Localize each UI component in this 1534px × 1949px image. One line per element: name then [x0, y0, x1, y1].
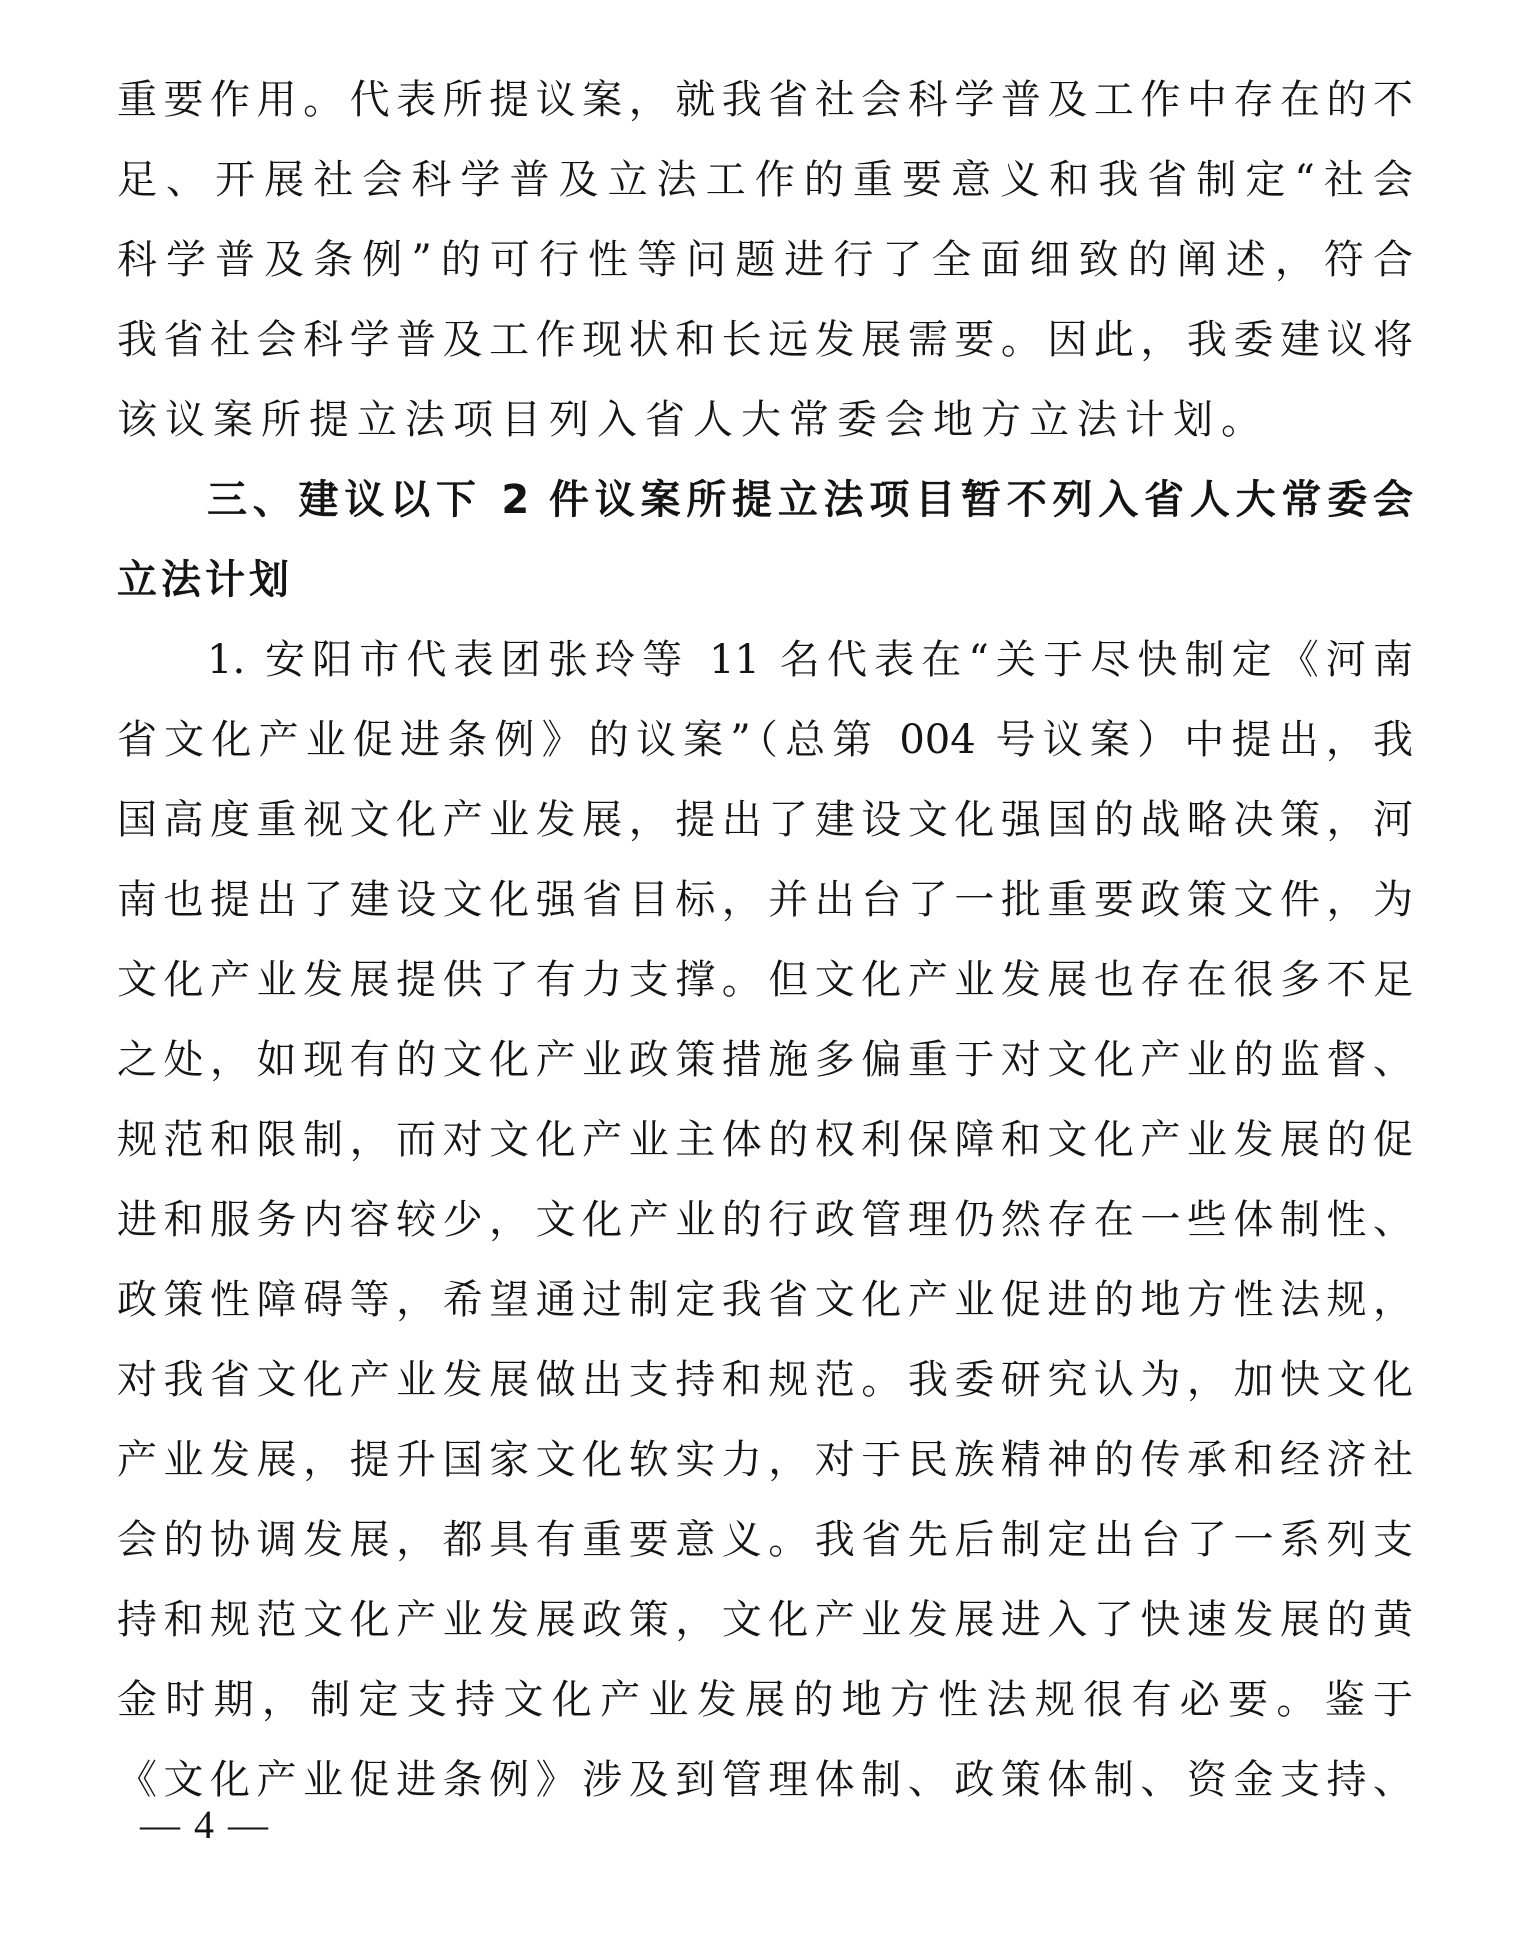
text-line: 会的协调发展，都具有重要意义。我省先后制定出台了一系列支	[117, 1517, 1413, 1563]
paragraph-legislation-support	[117, 60, 1413, 460]
text-line: 文化产业发展提供了有力支撑。但文化产业发展也存在很多不足	[117, 957, 1413, 1003]
text-line: 省文化产业促进条例》的议案”（总第 004 号议案）中提出，我	[117, 717, 1413, 763]
text-line: 之处，如现有的文化产业政策措施多偏重于对文化产业的监督、	[117, 1037, 1413, 1083]
text-line: 产业发展，提升国家文化软实力，对于民族精神的传承和经济社	[117, 1437, 1413, 1483]
text-line: 1. 安阳市代表团张玲等 11 名代表在“关于尽快制定《河南	[207, 637, 1413, 683]
text-line: 持和规范文化产业发展政策，文化产业发展进入了快速发展的黄	[117, 1597, 1413, 1643]
text-line: 该议案所提立法项目列入省人大常委会地方立法计划。	[117, 397, 1269, 443]
text-line: 对我省文化产业发展做出支持和规范。我委研究认为，加快文化	[117, 1357, 1413, 1403]
text-line: 我省社会科学普及工作现状和长远发展需要。因此，我委建议将	[117, 317, 1413, 363]
text-line: 金时期，制定支持文化产业发展的地方性法规很有必要。鉴于	[117, 1677, 1413, 1723]
text-line: 科学普及条例”的可行性等问题进行了全面细致的阐述，符合	[117, 237, 1413, 283]
heading-line: 立法计划	[117, 557, 293, 603]
text-line: 国高度重视文化产业发展，提出了建设文化强国的战略决策，河	[117, 797, 1413, 843]
section-heading	[117, 460, 1413, 620]
text-line: 足、开展社会科学普及立法工作的重要意义和我省制定“社会	[117, 157, 1413, 203]
text-line: 规范和限制，而对文化产业主体的权利保障和文化产业发展的促	[117, 1117, 1413, 1163]
heading-line: 三、建议以下 2 件议案所提立法项目暂不列入省人大常委会	[207, 477, 1413, 523]
text-line: 进和服务内容较少，文化产业的行政管理仍然存在一些体制性、	[117, 1197, 1413, 1243]
text-line: 政策性障碍等，希望通过制定我省文化产业促进的地方性法规，	[117, 1277, 1413, 1323]
text-line: 《文化产业促进条例》涉及到管理体制、政策体制、资金支持、	[117, 1757, 1413, 1803]
text-line: 重要作用。代表所提议案，就我省社会科学普及工作中存在的不	[117, 77, 1413, 123]
page-number: — 4 —	[140, 1802, 270, 1847]
paragraph-culture-industry	[117, 620, 1413, 1820]
text-line: 南也提出了建设文化强省目标，并出台了一批重要政策文件，为	[117, 877, 1413, 923]
